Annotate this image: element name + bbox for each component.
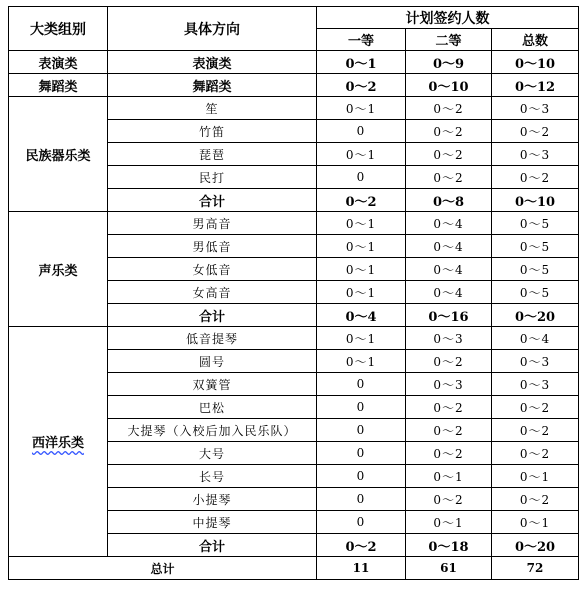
direction-cell: 合计 bbox=[108, 304, 317, 327]
second-cell: 0～16 bbox=[406, 304, 492, 327]
table-row bbox=[9, 74, 579, 97]
first-cell: 0～1 bbox=[317, 327, 406, 350]
second-cell: 0～2 bbox=[406, 120, 492, 143]
total-cell: 0～10 bbox=[492, 189, 579, 212]
direction-cell: 合计 bbox=[108, 189, 317, 212]
direction-cell: 笙 bbox=[108, 97, 317, 120]
first-cell: 0～1 bbox=[317, 143, 406, 166]
second-cell: 0～18 bbox=[406, 534, 492, 557]
direction-cell: 圆号 bbox=[108, 350, 317, 373]
direction-cell: 双簧管 bbox=[108, 373, 317, 396]
first-cell: 0～1 bbox=[317, 281, 406, 304]
group-label: 声乐类 bbox=[38, 263, 78, 279]
total-cell: 0～20 bbox=[492, 304, 579, 327]
table-row bbox=[9, 51, 579, 74]
first-cell: 0～1 bbox=[317, 51, 406, 74]
direction-cell: 女高音 bbox=[108, 281, 317, 304]
total-cell: 0～1 bbox=[492, 465, 579, 488]
total-cell: 0～5 bbox=[492, 258, 579, 281]
first-cell: 0 bbox=[317, 396, 406, 419]
direction-cell: 男低音 bbox=[108, 235, 317, 258]
direction-cell: 琵琶 bbox=[108, 143, 317, 166]
total-cell: 0～1 bbox=[492, 511, 579, 534]
second-cell: 0～3 bbox=[406, 327, 492, 350]
second-cell: 0～2 bbox=[406, 419, 492, 442]
first-cell: 0 bbox=[317, 511, 406, 534]
second-cell: 0～1 bbox=[406, 465, 492, 488]
direction-cell: 低音提琴 bbox=[108, 327, 317, 350]
header-direction: 具体方向 bbox=[108, 7, 317, 51]
second-cell: 0～4 bbox=[406, 212, 492, 235]
header-total: 总数 bbox=[492, 29, 579, 51]
grand-total-label: 总计 bbox=[9, 557, 317, 580]
second-cell: 0～9 bbox=[406, 51, 492, 74]
first-cell: 0～1 bbox=[317, 350, 406, 373]
first-cell: 0 bbox=[317, 488, 406, 511]
total-cell: 0～3 bbox=[492, 143, 579, 166]
direction-cell: 长号 bbox=[108, 465, 317, 488]
header-plan: 计划签约人数 bbox=[317, 7, 579, 29]
direction-cell: 大号 bbox=[108, 442, 317, 465]
total-cell: 0～3 bbox=[492, 97, 579, 120]
direction-cell: 民打 bbox=[108, 166, 317, 189]
group-label: 西洋乐类 bbox=[31, 436, 84, 451]
grand-total-row bbox=[9, 557, 579, 580]
total-cell: 0～2 bbox=[492, 166, 579, 189]
group-label: 表演类 bbox=[38, 56, 78, 72]
group-cell bbox=[9, 97, 108, 212]
second-cell: 0～1 bbox=[406, 511, 492, 534]
table-row bbox=[9, 327, 579, 350]
total-cell: 0～2 bbox=[492, 488, 579, 511]
header-second: 二等 bbox=[406, 29, 492, 51]
first-cell: 0 bbox=[317, 442, 406, 465]
second-cell: 0～10 bbox=[406, 74, 492, 97]
group-label: 民族器乐类 bbox=[25, 148, 91, 164]
total-cell: 0～2 bbox=[492, 419, 579, 442]
total-cell: 0～5 bbox=[492, 212, 579, 235]
first-cell: 0 bbox=[317, 419, 406, 442]
second-cell: 0～4 bbox=[406, 235, 492, 258]
first-cell: 0 bbox=[317, 120, 406, 143]
first-cell: 0～1 bbox=[317, 235, 406, 258]
second-cell: 0～4 bbox=[406, 258, 492, 281]
total-cell: 0～3 bbox=[492, 350, 579, 373]
header-group: 大类组别 bbox=[9, 7, 108, 51]
first-cell: 0 bbox=[317, 373, 406, 396]
second-cell: 0～2 bbox=[406, 166, 492, 189]
table-body bbox=[9, 51, 579, 557]
total-cell: 0～2 bbox=[492, 120, 579, 143]
first-cell: 0～2 bbox=[317, 74, 406, 97]
second-cell: 0～2 bbox=[406, 143, 492, 166]
second-cell: 0～2 bbox=[406, 442, 492, 465]
second-cell: 0～3 bbox=[406, 373, 492, 396]
direction-cell: 合计 bbox=[108, 534, 317, 557]
second-cell: 0～2 bbox=[406, 396, 492, 419]
total-cell: 0～5 bbox=[492, 281, 579, 304]
grand-total-second: 61 bbox=[406, 557, 492, 580]
direction-cell: 女低音 bbox=[108, 258, 317, 281]
second-cell: 0～4 bbox=[406, 281, 492, 304]
total-cell: 0～2 bbox=[492, 442, 579, 465]
table-row bbox=[9, 212, 579, 235]
first-cell: 0 bbox=[317, 465, 406, 488]
table-row bbox=[9, 97, 579, 120]
first-cell: 0～1 bbox=[317, 212, 406, 235]
header-first: 一等 bbox=[317, 29, 406, 51]
second-cell: 0～2 bbox=[406, 97, 492, 120]
first-cell: 0～1 bbox=[317, 97, 406, 120]
grand-total-first: 11 bbox=[317, 557, 406, 580]
total-cell: 0～10 bbox=[492, 51, 579, 74]
first-cell: 0～2 bbox=[317, 534, 406, 557]
first-cell: 0～1 bbox=[317, 258, 406, 281]
group-cell bbox=[9, 327, 108, 557]
group-cell bbox=[9, 212, 108, 327]
group-cell bbox=[9, 51, 108, 74]
total-cell: 0～2 bbox=[492, 396, 579, 419]
first-cell: 0 bbox=[317, 166, 406, 189]
group-cell bbox=[9, 74, 108, 97]
direction-cell: 舞蹈类 bbox=[108, 74, 317, 97]
total-cell: 0～4 bbox=[492, 327, 579, 350]
total-cell: 0～5 bbox=[492, 235, 579, 258]
direction-cell: 小提琴 bbox=[108, 488, 317, 511]
second-cell: 0～2 bbox=[406, 350, 492, 373]
first-cell: 0～4 bbox=[317, 304, 406, 327]
first-cell: 0～2 bbox=[317, 189, 406, 212]
direction-cell: 中提琴 bbox=[108, 511, 317, 534]
second-cell: 0～8 bbox=[406, 189, 492, 212]
second-cell: 0～2 bbox=[406, 488, 492, 511]
grand-total-total: 72 bbox=[492, 557, 579, 580]
enrollment-plan-table bbox=[8, 6, 579, 580]
direction-cell: 男高音 bbox=[108, 212, 317, 235]
total-cell: 0～12 bbox=[492, 74, 579, 97]
total-cell: 0～3 bbox=[492, 373, 579, 396]
direction-cell: 巴松 bbox=[108, 396, 317, 419]
direction-cell: 竹笛 bbox=[108, 120, 317, 143]
direction-cell: 表演类 bbox=[108, 51, 317, 74]
direction-cell: 大提琴（入校后加入民乐队） bbox=[108, 419, 317, 442]
group-label: 舞蹈类 bbox=[38, 79, 78, 95]
total-cell: 0～20 bbox=[492, 534, 579, 557]
